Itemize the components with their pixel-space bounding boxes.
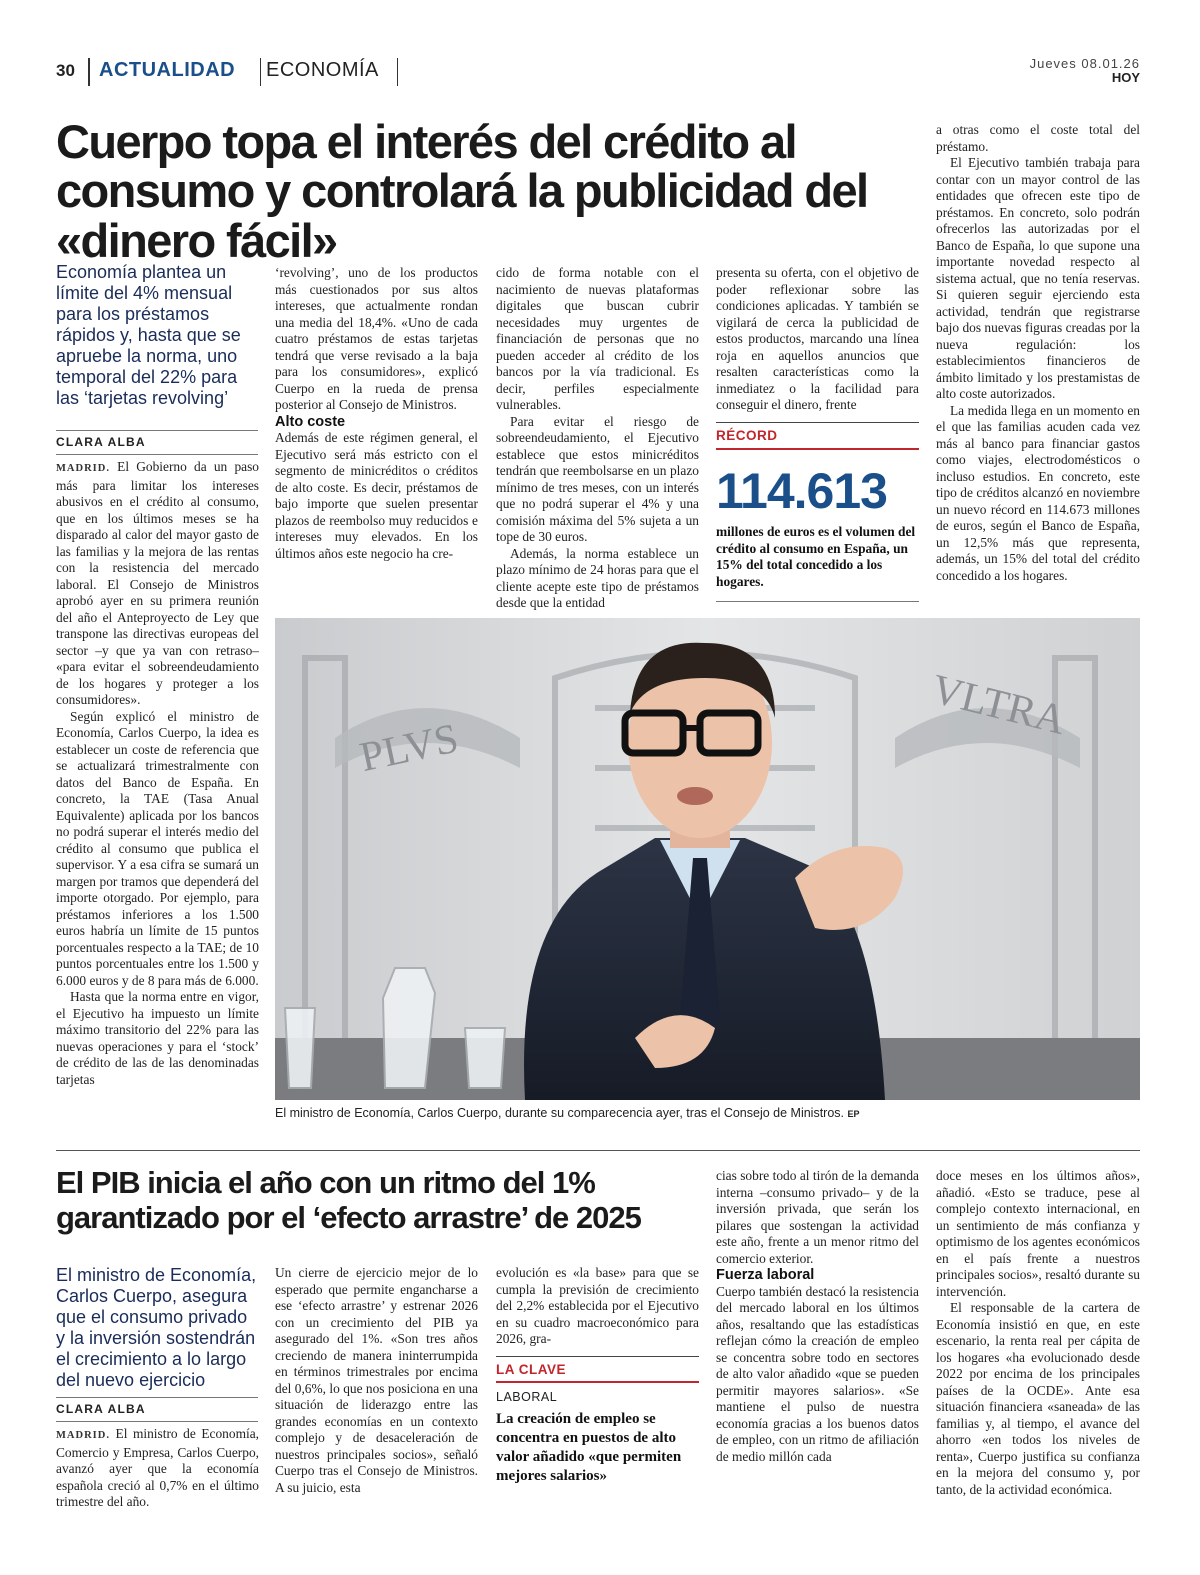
paragraph: El Ejecutivo también trabaja para contar con un mayor control de las entidades que ofrecen este tipo de préstamos. En concreto, solo podrán ofrecerlos las autorizadas por el Banco de España, lo que supone una importante novedad respecto al sistema actual, que no tenía reservas. Si quieren seguir ejerciendo esta actividad, tendrán que registrarse bajo dos nuevas figuras creadas por la nueva regulación: los establecimientos financieros de ámbito limitado y los prestamistas de alto coste autorizados. [936, 155, 1140, 401]
article-summary: El ministro de Economía, Carlos Cuerpo, asegura que el consumo privado y la inversión sostendrán el crecimiento a lo largo del nuevo ejercicio [56, 1265, 257, 1391]
article-column-3 [496, 265, 699, 612]
article-column-5 [936, 122, 1140, 584]
subheading: Alto coste [275, 413, 346, 430]
article-headline: El PIB inicia el año con un ritmo del 1% garantizado por el ‘efecto arrastre’ de 2025 [56, 1165, 641, 1235]
photo-agency: EP [847, 1109, 860, 1119]
key-category: LABORAL [496, 1390, 558, 1404]
byline: CLARA ALBA [56, 435, 146, 449]
header-divider [397, 58, 398, 86]
article-column-2 [275, 1265, 478, 1496]
paragraph: evolución es «la base» para que se cumpla la previsión de crecimiento del 2,2% establecida por el Ejecutivo en su cuadro macroeconómico para 2026, gra- [496, 1265, 699, 1346]
newspaper-name: HOY [1111, 70, 1140, 85]
paragraph: a otras como el coste total del préstamo. [936, 122, 1140, 154]
dateline: MADRID. [56, 463, 110, 474]
paragraph: Un cierre de ejercicio mejor de lo esperado que permite engancharse a ese ‘efecto arrastre’ y estrenar 2026 con un crecimiento del PIB ya asegurado del 1%. «Son tres años creciendo de manera ininterrumpida en términos trimestrales por encima del 0,6%, lo que nos posiciona en una situación de liderazgo entre las grandes economías en un contexto complejo y de desaceleración de nuestros principales socios», señaló Cuerpo tras el Consejo de Ministros. A su juicio, esta [275, 1265, 478, 1495]
paragraph: cias sobre todo al tirón de la demanda interna –consumo privado– y de la inversión privada, que serán los pilares que sostengan la actividad este año, frente a un menor ritmo del comercio exterior. [716, 1168, 919, 1266]
issue-date: Jueves 08.01.26 [1029, 56, 1140, 71]
header-divider [260, 58, 261, 86]
paragraph: La medida llega en un momento en el que las familias acuden cada vez más al banco para financiar gastos como viajes, electrodomésticos o incluso estudios. En concreto, este tipo de créditos alcanzó en noviembre un nuevo récord en 114.673 millones de euros, según el Banco de España, un 12,5% más que representa, además, un 15% del total del crédito concedido a los hogares. [936, 402, 1140, 583]
section-name[interactable]: ACTUALIDAD [99, 59, 236, 81]
paragraph: cido de forma notable con el nacimiento de nuevas plataformas digitales que buscan cubrir necesidades muy urgentes de financiación de personas que no pueden acceder al crédito de los bancos por la vía tradicional. Es decir, perfiles especialmente vulnerables. [496, 265, 699, 412]
article-headline: Cuerpo topa el interés del crédito al consumo y controlará la publicidad del «dinero fácil» [56, 115, 868, 267]
article-column-5 [936, 1168, 1140, 1498]
article-column-4 [716, 265, 919, 414]
dateline: MADRID. [56, 1430, 110, 1441]
article-separator [56, 1150, 1140, 1151]
divider [56, 1397, 258, 1398]
paragraph: El ministro de Economía, Comercio y Empresa, Carlos Cuerpo, avanzó ayer que la economía española creció al 0,7% en el último trimestre del año. [56, 1426, 259, 1509]
photo-caption-line [275, 1106, 1140, 1120]
article-column-4 [716, 1168, 919, 1465]
record-figure: 114.613 [716, 463, 887, 519]
key-label: LA CLAVE [496, 1362, 566, 1377]
divider [496, 1356, 699, 1357]
subsection-name[interactable]: ECONOMÍA [266, 59, 379, 81]
article-column-1 [56, 459, 259, 1088]
article-summary-block [56, 262, 260, 409]
record-label: RÉCORD [716, 428, 778, 443]
record-description: millones de euros es el volumen del crédito al consumo en España, un 15% del total concedido a los hogares. [716, 524, 916, 589]
divider [56, 430, 258, 431]
byline: CLARA ALBA [56, 1402, 146, 1416]
paragraph: El Gobierno da un paso más para limitar los intereses abusivos en el crédito al consumo, que en los últimos meses se ha disparado al calor del mayor gasto de las familias y la mejora de las rentas con la resistencia del mercado laboral. El Consejo de Ministros aprobó ayer en su primera reunión del año el Anteproyecto de Ley que transpone las directivas europeas del sector –y que ya van con retraso– «para evitar el sobreendeudamiento de los hogares y proteger a los consumidores». [56, 459, 259, 707]
divider [56, 1421, 258, 1422]
article-column-2 [275, 265, 478, 562]
paragraph: Además, la norma establece un plazo mínimo de 24 horas para que el cliente acepte este tipo de préstamos desde que la entidad [496, 545, 699, 610]
article-summary-block [56, 1265, 260, 1391]
motto-right: VLTRA [927, 666, 1071, 745]
article-summary: Economía plantea un límite del 4% mensual para los préstamos rápidos y, hasta que se apruebe la norma, uno temporal del 22% para las ‘tarjetas revolving’ [56, 262, 241, 409]
minister-photo-illustration [275, 618, 1140, 1100]
header-divider [88, 58, 90, 86]
divider [716, 601, 919, 602]
paragraph: presenta su oferta, con el objetivo de poder reflexionar sobre las condiciones aplicadas. Y también se vigilará de cerca la publicidad de estos productos, marcando una línea roja en aquellos anuncios que resalten características como la inmediatez o la facilidad para conseguir el dinero, frente [716, 265, 919, 412]
paragraph: Cuerpo también destacó la resistencia del mercado laboral en los últimos años, resaltando que las estadísticas reflejan cómo la creación de empleo se concentra sobre todo en sectores de alto valor añadido «que se pueden permitir mayores salarios». «Se mantiene el pulso de nuestra economía gracias a los buenos datos de empleo, con un ritmo de afiliación de medio millón cada [716, 1283, 919, 1464]
key-statement: La creación de empleo se concentra en puestos de alto valor añadido «que permiten mejores salarios» [496, 1411, 682, 1484]
article-photo[interactable] [275, 618, 1140, 1100]
page-number: 30 [56, 61, 75, 80]
divider [716, 422, 919, 423]
article-column-3 [496, 1265, 699, 1348]
motto-left: PLVS [356, 715, 463, 782]
paragraph: doce meses en los últimos años», añadió. «Esto se traduce, pese al complejo contexto internacional, en un sentimiento de más confianza y optimismo de los agentes económicos en el país frente a nuestros principales socios», resaltó durante su intervención. [936, 1168, 1140, 1299]
red-rule [716, 448, 919, 450]
paragraph: Según explicó el ministro de Economía, Carlos Cuerpo, la idea es establecer un coste de referencia que se actualizará trimestralmente con datos del Banco de España. En concreto, la TAE (Tasa Anual Equivalente) aplicada por los bancos no podrá superar el interés medio del crédito al consumo que publica el supervisor. Y a esa cifra se sumará un margen por tramos que dependerá del importe otorgado. Por ejemplo, para préstamos inferiores a los 1.500 euros habría un límite de 15 puntos porcentuales respecto a la TAE; de 10 puntos porcentuales entre los 1.500 y 6.000 euros y de 8 para más de 6.000. [56, 708, 259, 988]
subheading: Fuerza laboral [716, 1267, 815, 1283]
paragraph: ‘revolving’, uno de los productos más cuestionados por sus altos intereses, que actualmente rondan una media del 18,4%. «Uno de cada cuatro préstamos de estas tarjetas tendrá que verse revisado a la baja para los consumidores», explicó Cuerpo en la rueda de prensa posterior al Consejo de Ministros. [275, 265, 478, 412]
photo-caption: El ministro de Economía, Carlos Cuerpo, durante su comparecencia ayer, tras el Consejo de Ministros. [275, 1106, 845, 1120]
paragraph: Para evitar el riesgo de sobreendeudamiento, el Ejecutivo establece que estos minicréditos tendrán que reembolsarse en un plazo mínimo de tres meses, con un interés que no podrá superar el 4% y una comisión máxima del 5% sujeta a un tope de 30 euros. [496, 413, 699, 544]
red-rule [496, 1381, 699, 1383]
paragraph: El responsable de la cartera de Economía insistió en que, en este escenario, la renta real per cápita de los hogares «ha evolucionado desde 2022 por encima de los principales países de la OCDE». Ante esa situación financiera «saneada» de las familias y, al tiempo, el avance del ahorro «en todos los niveles de renta», Cuerpo justifica su confianza en la mejora del consumo y, por tanto, de la actividad económica. [936, 1300, 1140, 1497]
divider [56, 454, 258, 455]
paragraph: Hasta que la norma entre en vigor, el Ejecutivo ha impuesto un límite máximo transitorio del 22% para las nuevas operaciones y para el ‘stock’ de crédito de las de las denominadas tarjetas [56, 989, 259, 1087]
paragraph: Además de este régimen general, el Ejecutivo será más estricto con el segmento de minicréditos o créditos de alto coste. Es decir, préstamos de bajo importe que suelen presentar plazos de reembolso muy reducidos e intereses muy elevados. En los últimos años este negocio ha cre- [275, 430, 478, 561]
article-column-1 [56, 1426, 259, 1511]
